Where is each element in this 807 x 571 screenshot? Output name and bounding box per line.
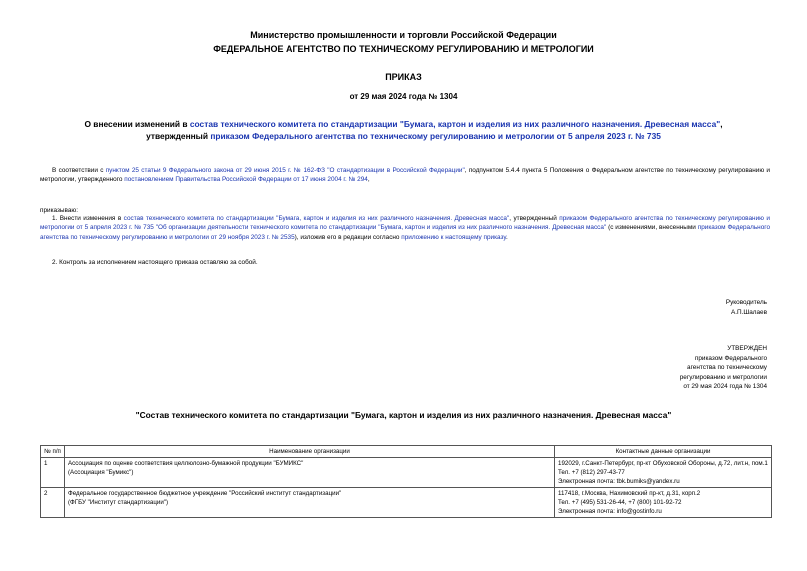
organization-short-name: (Ассоциация "Бумикс"): [68, 469, 134, 476]
column-header-organization: Наименование организации: [65, 446, 555, 458]
order-735-full-link[interactable]: приказом Федерального агентства по техническому регулированию и метрологии от 5 апреля 2023 г. № 735 "Об организации деятельности технического комитета по стандартизации "Бумага, картон и изделия из них различного назначения. Древесная масса": [40, 215, 770, 232]
approval-block: [680, 344, 767, 392]
contacts-cell: [555, 488, 772, 518]
email: Электронная почта: info@gostinfo.ru: [558, 508, 662, 515]
approval-line-4: регулированию и метрологии: [679, 373, 767, 381]
document-type: ПРИКАЗ: [385, 72, 422, 82]
phone: Тел. +7 (812) 297-43-77: [558, 469, 625, 476]
table-row: [41, 488, 772, 518]
composition-link-2[interactable]: состав технического комитета по стандартизации "Бумага, картон и изделия из них различного назначения. Древесная масса": [123, 215, 510, 222]
row-number: 2: [41, 488, 65, 518]
federal-law-link[interactable]: пунктом 25 статьи 9 Федерального закона от 29 июня 2015 г. № 162-ФЗ "О стандартизации в Российской Федерации": [105, 167, 465, 174]
order-2535-link[interactable]: приказом Федерального агентства по техническому регулированию и метрологии от 29 ноября 2023 г. № 2535: [40, 224, 770, 241]
members-table: [40, 445, 772, 518]
signature-block: [726, 298, 767, 317]
subject-line-2: утвержденный приказом Федерального агентства по техническому регулированию и метрологии от 5 апреля 2023 г. № 735: [146, 131, 661, 141]
contacts-cell: [555, 458, 772, 488]
phone: Тел. +7 (495) 531-26-44, +7 (800) 101-92-72: [558, 499, 682, 506]
column-header-number: № п/п: [41, 446, 65, 458]
approval-line-2: приказом Федерального: [694, 354, 767, 362]
item-2-paragraph: 2. Контроль за исполнением настоящего приказа оставляю за собой.: [52, 259, 258, 266]
organization-cell: [65, 458, 555, 488]
approval-line-5: от 29 мая 2024 года № 1304: [683, 383, 767, 391]
agency-name: ФЕДЕРАЛЬНОЕ АГЕНТСТВО ПО ТЕХНИЧЕСКОМУ РЕГУЛИРОВАНИЮ И МЕТРОЛОГИИ: [213, 44, 594, 54]
composition-title: "Состав технического комитета по стандартизации "Бумага, картон и изделия из них различного назначения. Древесная масса": [135, 410, 672, 420]
preamble-paragraph: В соответствии с пунктом 25 статьи 9 Федерального закона от 29 июня 2015 г. № 162-ФЗ "О стандартизации в Российской Федерации", подпунктом 5.4.4 пункта 5 Положения о Федеральном агентстве по техническому регулированию и метрологии, утвержденного постановлением Правительства Российской Федерации от 17 июня 2004 г. № 294,: [40, 167, 770, 184]
organization-name: Ассоциация по оценке соответствия целлюлозно-бумажной продукции "БУМИКС": [68, 460, 304, 467]
document-subject: [0, 118, 807, 142]
approval-line-3: агентства по техническому: [687, 364, 767, 372]
organization-name: Федеральное государственное бюджетное учреждение "Российский институт стандартизации": [68, 490, 342, 497]
order-735-link[interactable]: приказом Федерального агентства по техническому регулированию и метрологии от 5 апреля 2023 г. № 735: [210, 131, 661, 141]
address: 192029, г.Санкт-Петербург, пр-кт Обуховской Обороны, д.72, лит.н, пом.1: [558, 460, 768, 467]
government-decree-link[interactable]: постановлением Правительства Российской Федерации от 17 июня 2004 г. № 294: [124, 176, 368, 184]
ministry-name: Министерство промышленности и торговли Российской Федерации: [250, 30, 557, 40]
organization-cell: [65, 488, 555, 518]
organization-short-name: (ФГБУ "Институт стандартизации"): [68, 499, 169, 506]
composition-link[interactable]: состав технического комитета по стандартизации "Бумага, картон и изделия из них различного назначения. Древесная масса": [189, 119, 721, 129]
row-number: 1: [41, 458, 65, 488]
email: Электронная почта: tbk.bumiks@yandex.ru: [558, 478, 680, 485]
signatory-name: А.П.Шалаев: [730, 308, 767, 316]
column-header-contacts: Контактные данные организации: [555, 446, 772, 458]
appendix-link[interactable]: приложению к настоящему приказу: [401, 233, 506, 241]
approval-line-1: УТВЕРЖДЕН: [727, 345, 767, 352]
item-1-paragraph: 1. Внести изменения в состав технического комитета по стандартизации "Бумага, картон и изделия из них различного назначения. Древесная масса", утвержденный приказом Федерального агентства по техническому регулированию и метрологии от 5 апреля 2023 г. № 735 "Об организации деятельности технического комитета по стандартизации "Бумага, картон и изделия из них различного назначения. Древесная масса" (с изменениями, внесенными приказом Федерального агентства по техническому регулированию и метрологии от 29 ноября 2023 г. № 2535), изложив его в редакции согласно приложению к настоящему приказу.: [40, 215, 770, 241]
table-header-row: [41, 446, 772, 458]
signatory-title: Руководитель: [725, 299, 767, 306]
address: 117418, г.Москва, Нахимовский пр-кт, д.31, корп.2: [558, 490, 701, 497]
document-date: от 29 мая 2024 года № 1304: [349, 92, 458, 101]
subject-line-1: О внесении изменений в состав технического комитета по стандартизации "Бумага, картон и изделия из них различного назначения. Древесная масса",: [84, 119, 723, 129]
table-row: [41, 458, 772, 488]
order-word: приказываю:: [40, 207, 78, 214]
